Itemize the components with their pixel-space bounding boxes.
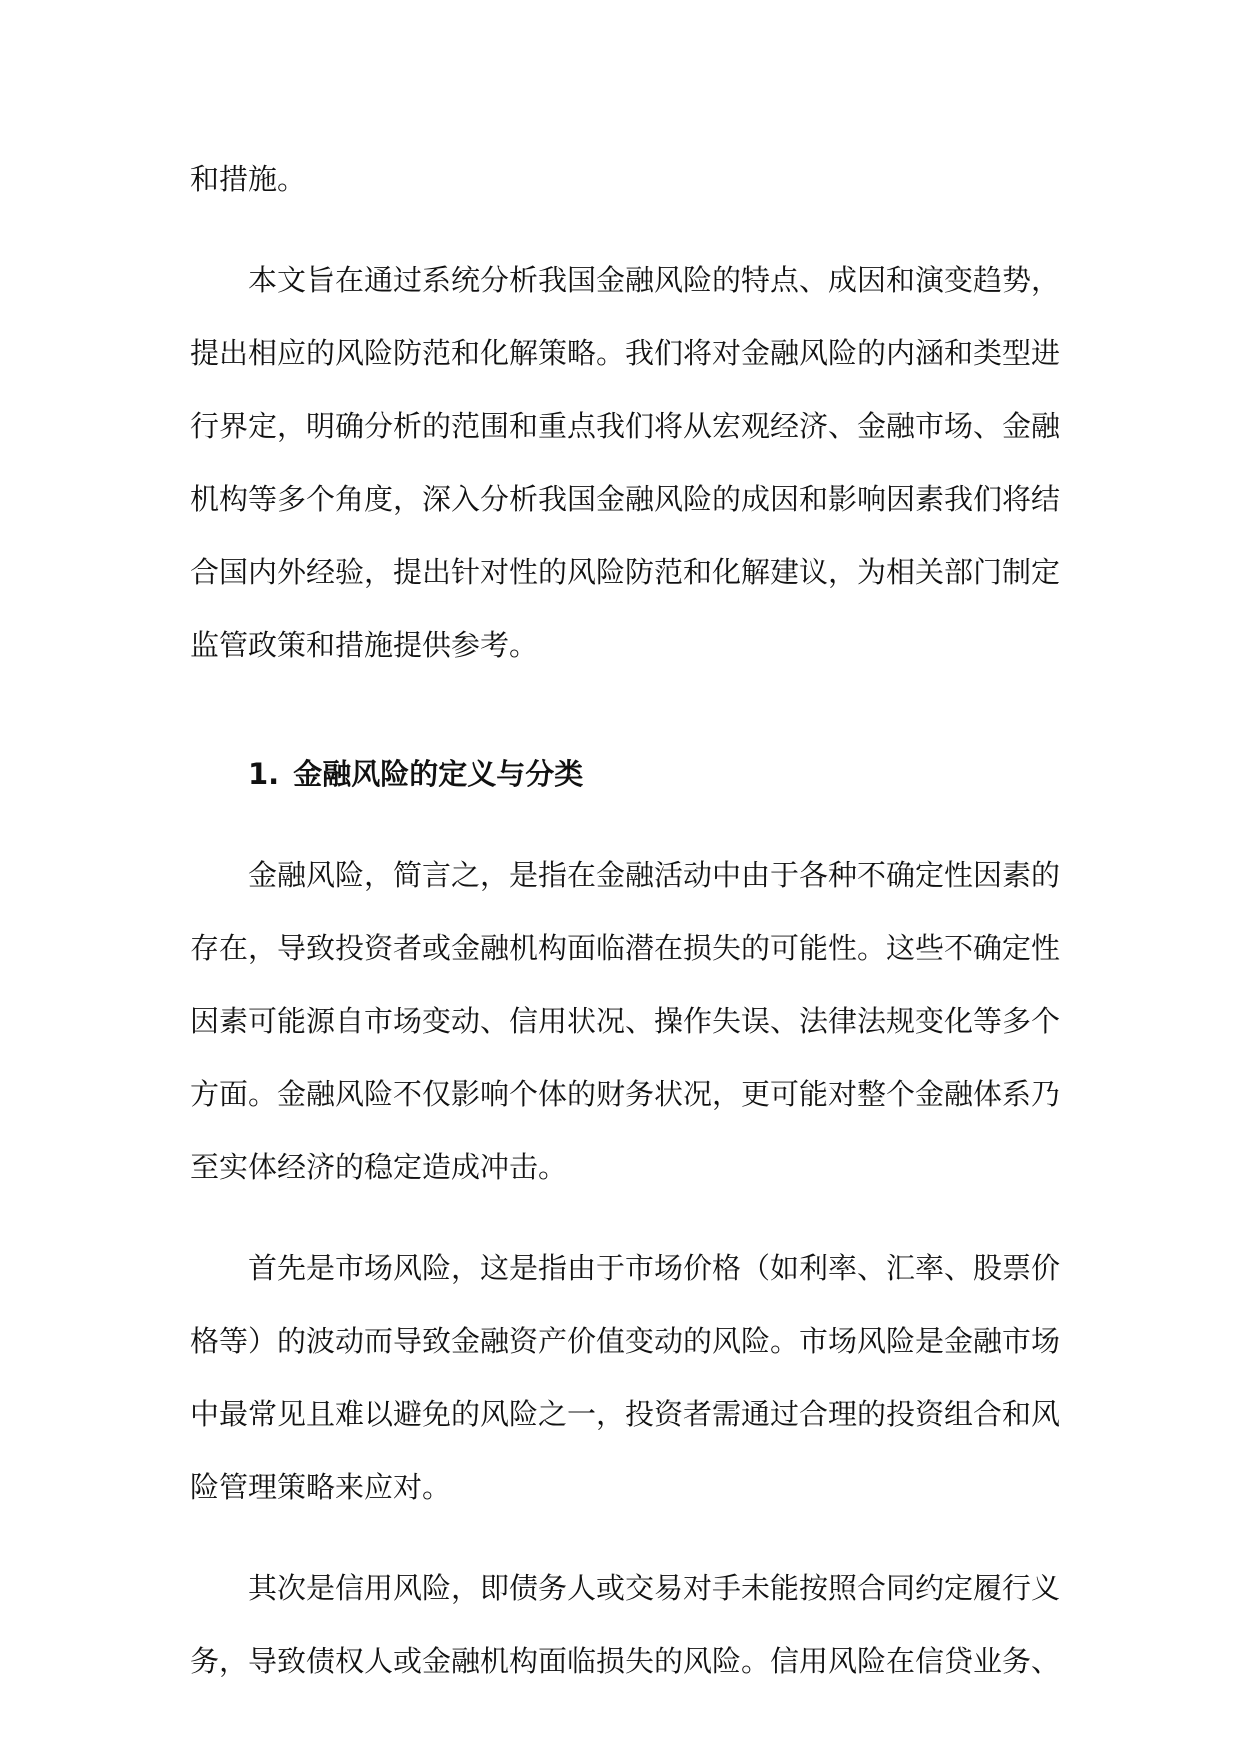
paragraph-line: 险管理策略来应对。 (190, 1470, 452, 1504)
paragraph-line: 合国内外经验，提出针对性的风险防范和化解建议，为相关部门制定 (190, 555, 1061, 589)
paragraph-line: 本文旨在通过系统分析我国金融风险的特点、成因和演变趋势， (248, 263, 1061, 297)
paragraph-gap (190, 216, 1052, 244)
paragraph-line: 金融风险，简言之，是指在金融活动中由于各种不确定性因素的 (248, 858, 1061, 892)
paragraph-line: 格等）的波动而导致金融资产价值变动的风险。市场风险是金融市场 (190, 1324, 1061, 1358)
paragraph-line: 方面。金融风险不仅影响个体的财务状况，更可能对整个金融体系乃 (190, 1077, 1061, 1111)
paragraph-gap (190, 682, 1052, 710)
paragraph-gap (190, 1204, 1052, 1232)
page-content (190, 143, 1061, 1698)
paragraph-line: 至实体经济的稳定造成冲击。 (190, 1150, 568, 1184)
paragraph-line: 首先是市场风险，这是指由于市场价格（如利率、汇率、股票价 (248, 1251, 1061, 1285)
paragraph-line: 行界定，明确分析的范围和重点我们将从宏观经济、金融市场、金融 (190, 409, 1061, 443)
section-heading (190, 738, 1052, 811)
paragraph-line: 中最常见且难以避免的风险之一，投资者需通过合理的投资组合和风 (190, 1397, 1061, 1431)
paragraph-line: 务，导致债权人或金融机构面临损失的风险。信用风险在信贷业务、 (190, 1644, 1061, 1678)
section-number: 1. (248, 757, 280, 791)
section-title: 金融风险的定义与分类 (293, 757, 584, 791)
paragraph-line: 其次是信用风险，即债务人或交易对手未能按照合同约定履行义 (248, 1571, 1061, 1605)
paragraph-gap (190, 710, 1052, 738)
paragraph-line: 监管政策和措施提供参考。 (190, 628, 539, 662)
paragraph-gap (190, 811, 1052, 839)
paragraph-line: 提出相应的风险防范和化解策略。我们将对金融风险的内涵和类型进 (190, 336, 1061, 370)
paragraph-gap (190, 1524, 1052, 1552)
paragraph-line: 因素可能源自市场变动、信用状况、操作失误、法律法规变化等多个 (190, 1004, 1061, 1038)
paragraph-line: 机构等多个角度，深入分析我国金融风险的成因和影响因素我们将结 (190, 482, 1061, 516)
paragraph-line: 和措施。 (190, 162, 307, 196)
paragraph-line: 存在，导致投资者或金融机构面临潜在损失的可能性。这些不确定性 (190, 931, 1061, 965)
